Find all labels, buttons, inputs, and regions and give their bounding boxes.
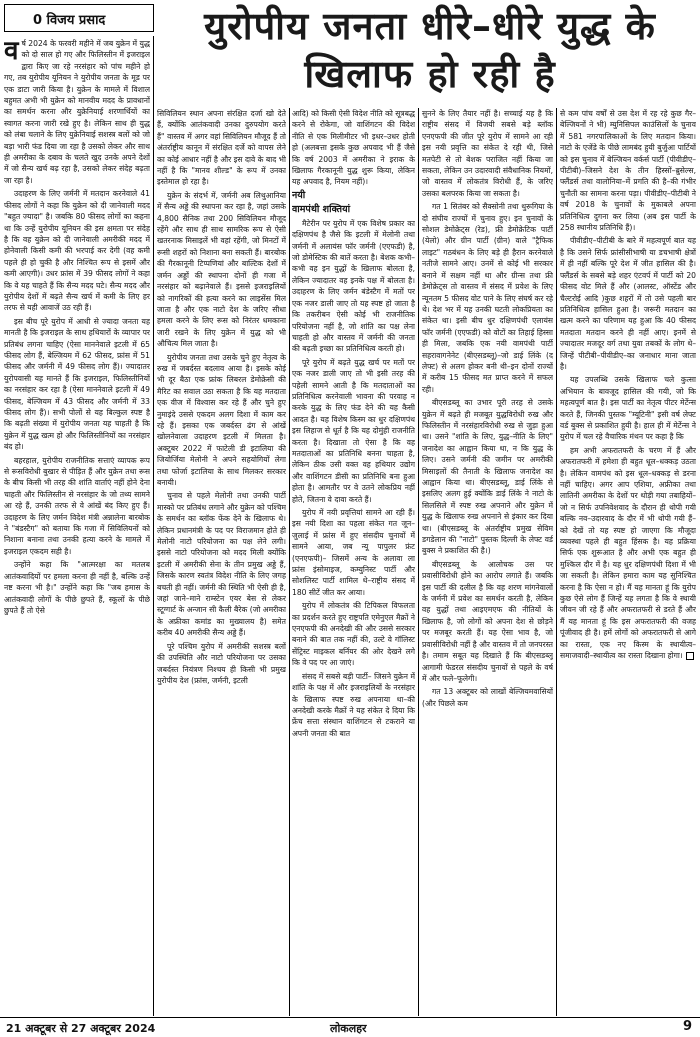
paragraph: बहरहाल, युरोपीय राजनीतिक सत्ताएं व्यापक रूप से रूसविरोधी बुखार से पीड़ित हैं और युक्रेन तथा रूस के बीच किसी भी तरह की शांति वार्ताएं नहीं होने देना चाहती और फिलिस्तीन से नरसंहार के जो तथ्य सामने आ रहे हैं, उनकी तरफ से वे आंखें बंद किए हुए हैं। उदाहरण के लिए जर्मन विदेश मंत्री अन्नालेना बारबोक ने "बंडस्टैग" को बताया कि गजा में सिविलियनों को निशाना बनाना तथा उनकी हत्या करने के मामले में इजराइल एकदम सही है। (4, 455, 150, 556)
page-number: 9 (682, 1019, 692, 1034)
column-rule (418, 108, 419, 1016)
column-rule (153, 36, 154, 1016)
paragraph: गत 13 अक्टूबर को लाखों बेल्जियमवासियों (और पिछले कम (422, 687, 553, 708)
paragraph: सिविलियन स्थान अपना संरक्षित दर्जा खो देते हैं, क्योंकि आतंकवादी उनका दुरुपयोग करते हैं" वास्तव में अगर वहां सिविलियन मौजूद हैं तो अंतर्राष्ट्रीय कानून में संरक्षित दर्जे को वापस लेने का कोई आधार नहीं है और इस दावे के बाद भी नहीं है कि "मानव शील्ड" के रूप में उनका इस्तेमाल हो रहा है। (157, 109, 286, 187)
paragraph: पूरे पश्चिम युरोप में अमरीकी सशस्त्र बलों की उपस्थिति और नाटो परियोजना पर उसका जबर्दस्त नियंत्रण निश्चय ही किसी भी प्रमुख युरोपीय देश (फ्रांस, जर्मनी, इटली (157, 641, 286, 685)
subheading-2: वामपंथी शक्तियां (292, 203, 351, 215)
paragraph: संसद में सबसे बड़ी पार्टी– जिसने युक्रेन में शांति के पक्ष में और इजराइलियों के नरसंहार के खिलाफ स्पष्ट रुख अपनाया था–की अनदेखी करके मैक्रों ने यह संकेत दे दिया कि फ्रेंच सत्ता संस्थान वाशिंगटन से टकराने या अपनी जनता की बात (292, 671, 415, 738)
article-column-1 (4, 38, 150, 1016)
paragraph: चुनाव से पहले मेलोनी तथा उनकी पार्टी मास्को पर प्रतिबंध लगाने और युक्रेन को पश्चिम के समर्थन का ब्लॉक फेंक देने के खिलाफ थे। लेकिन प्रधानमंत्री के पद पर विराजमान होते ही मेलोनी नाटो परियोजना का पक्ष लेने लगी। इससे नाटो परियोजना को मदद मिली क्योंकि इटली में अमरीकी सेना के तीन प्रमुख अड्डे हैं, जिसके कारण स्वतंत्र विदेश नीति के लिए जगह बचती ही नहीं। जर्मनी की स्थिति भी ऐसी ही है, जहां जाने–माने राम्स्टेन एयर बेस से लेकर स्टूग्गार्ट के अन्जान सी कैली बैरेक (जो अमरीका के अफ्रीका कमांड का मुख्यालय है) समेत करीब 40 अमरीकी सैन्य अड्डे हैं। (157, 491, 286, 638)
headline (160, 2, 700, 102)
article-column-5 (560, 108, 696, 1016)
headline-line-1: युरोपीय जनता धीरे–धीरे युद्ध के (204, 4, 656, 48)
paragraph: यह उपलब्धि उसके खिलाफ चले कुत्सा अभियान के बावजूद हासिल की गयी, जो कि महत्वपूर्ण बात है। इस पार्टी का नेतृत्व पीटर मेर्टेन्स करते हैं, जिनकी पुस्तक "म्यूटिनी" इसी वर्ष लेफ्ट वर्ड बुक्स से प्रकाशित हुयी है। हाल ही में मेर्टेन्स ने युरोप में चल रहे वैचारिक मंथन पर कहा है कि (560, 375, 696, 442)
paragraph: बीएसडब्लू का उभार पूरी तरह से उसके युक्रेन में बढ़ते ही मजबूत युद्धविरोधी रुख और फिलिस्तीन में नरसंहारविरोधी रुख से जुड़ा हुआ था। उसने "शांति के लिए, युद्ध–नीति के लिए" जनादेश का आह्वान किया था, न कि युद्ध के लिए। उसने जर्मनी की जमीन पर अमरीकी मिसाइलों की तैनाती के खिलाफ जनादेश का आह्वान किया था। बीएसडब्लू, डाई लिंके से इसलिए अलग हुई क्योंकि डाई लिंके ने नाटो के सिलसिले में स्पष्ट रुख अपनाने और युक्रेन में युद्ध के खिलाफ रुख अपनाने से इंकार कर दिया था। (बीएसडब्लू के अंतर्राष्ट्रीय प्रमुख सेविम डगडेलान की "नाटो" पुस्तक दिल्ली के लेफ्ट वर्ड बुक्स ने प्रकाशित की है।) (422, 398, 553, 556)
author-name: विजय प्रसाद (46, 13, 106, 28)
paragraph: युरोपीय जनता तथा उसके चुने हुए नेतृत्व के रुख में जबर्दस्त बदलाव आया है। इसके कोई भी दूर बैठा एक फ्रांक लिबरल डेमोक्रेसी की मैरिट का सवाल उठा सकता है कि यह मतदाता एक वीज में विश्वास कर रहे हैं और चुने हुए नुमाइंदे उससे एकदम अलग दिशा में काम कर रहे हैं। इसका एक जबर्दस्त ढंग से आंखें खोलनेवाला उदाहरण इटली में मिलता है। अक्टूबर 2022 में फाटेली डी इटालिया की जियोर्जिया मेलोनी ने अपने सहयोगियों लेगा तथा फोर्जा इटालिया के साथ मिलकर सरकार बनायी। (157, 352, 286, 487)
paragraph: पूरे युरोप में बढ़ते युद्ध खर्च पर मतों पर एक नजर डाली जाए तो भी इसी तरह की पहेली सामने आती है कि मतदाताओं का प्रतिनिधित्व करनेवाली भावना की परवाह न करके युद्ध के लिए फंड देने की यह कैसी आदत है। यह विशेष किस्म का धुर दक्षिणपंथ इस लिहाज से धूर्त है कि यह दोमुंही राजनीति करता है। दिखाता तो ऐसा है कि वह मतदाताओं का प्रतिनिधि बनना चाहता है, लेकिन ठीक उसी वक्त वह हथियार उद्योग और वाशिंगटन डीसी का प्रतिनिधि बना हुआ होता है। आमतौर पर वे उतने लोकप्रिय नहीं होते, जितना वे दावा करते हैं। (292, 357, 415, 504)
drop-cap: व (4, 38, 19, 66)
paragraph: उन्होंने कहा कि "आत्मरक्षा का मतलब आतंकवादियों पर हमला करना ही नहीं है, बल्कि उन्हें नष्ट करना भी है।" उन्होंने कहा कि "जब हमास के आतंकवादी लोगों के पीछे छुपते हैं, स्कूलों के पीछे छुपते हैं तो ऐसे (4, 560, 150, 615)
paragraph-text: हम अभी अफरातफरी के चरण में हैं और अफरातफरी में हमेशा ही बहुत धूल–धक्कड़ उठता है। लेकिन वामपंथ को इस धूल–धक्कड़ से डरना नहीं चाहिए। अगर आप एशिया, अफ्रीका तथा लातिनी अमरीका के देशों पर थोड़ी गया तबाहियों–जो न सिर्फ उपनिवेशवाद के दौरान ही थोपी गयी बल्कि नव–उदारवाद के दौर में भी थोपी गयी हैं– को देखें तो यह स्पष्ट हो जाएगा कि मौजूदा व्यवस्था पहले ही बहुत हिंसक है। यह प्रक्रिया सिर्फ एक शुरूआत है और अभी एक बहुत ही मुश्किल दौर में है। यह धुर दक्षिणपंथी दिशा में भी जा सकती है। लेकिन हमारा काम यह सुनिश्चित करना है कि ऐसा न हो। मैं यह मानता हूं कि युरोप कुछ ऐसे लोग हैं जिन्हें यह लगता है कि वे स्थायी जीवन जी रहे हैं और अफरातफरी से डरते हैं और मैं यह मानता हूं कि इस अफरातफरी की वजह पूंजीवाद ही है। हमें लोगों को अफरातफरी से आगे का रास्ता, एक नए किस्म के स्थायीत्व–समाजवादी–स्थायीत्व का रास्ता दिखाना होगा। (560, 445, 696, 661)
paragraph: से कम पांच वर्षों से उस देश में रह रहे कुछ गैर–बेल्जियनों ने भी) म्युनिसिपल काउंसिलों के चुनाव में 581 नगरपालिकाओं के लिए मतदान किया। नाटो के एजेंडे के पीछे लामबंद हुयी बुर्जुआ पार्टियों को इस चुनाव में बेल्जियन वर्कर्स पार्टी (पीवीडीए–पीटीबी)–जिसने देश के तीन हिस्सों–ब्रुसेल्स, फ्लैंडर्स तथा वालोनिया–में प्रगति की है–की गंभीर चुनौती का सामना करना पड़ा। पीवीडीए–पीटीबी ने वर्ष 2018 के चुनावों के मुकाबले अपना प्रतिनिधित्व दुगना कर लिया (अब इस पार्टी के 258 स्थानीय प्रतिनिधि हैं)। (560, 109, 696, 233)
article-column-4 (422, 108, 553, 1016)
end-mark-icon (686, 652, 694, 660)
column-rule (556, 108, 557, 1016)
column-rule (289, 108, 290, 1016)
footer-rule (0, 1017, 700, 1018)
paragraph (560, 445, 696, 662)
article-column-3 (292, 108, 415, 1016)
paragraph-text: र्ष 2024 के फरवरी महीने में जब युक्रेन में युद्ध को दो साल हो गए और फिलिस्तीन में इजराइल द्वारा किए जा रहे नरसंहार को पांच महीने हो गए, तब युरोपीय यूनियन ने युरोपीय जनता के मूड पर एक डाटा जारी किया है। युक्रेन के मामले में विशाल बहुमत अभी भी युक्रेन को मानवीय मदद के प्रावधानों का समर्थन करना और युक्रेनियाई शरणार्थियों का स्वागत करना जारी रखे हुए है। लेकिन साथ ही युद्ध को लंबा चलाने के लिए युक्रेनियाई सशस्त्र बलों को जो बड़ा भारी फंड दिया जा रहा है उसको लेकर और साथ ही अमरीका के दबाव के चलते खुद उनके अपने देशों में जो सैन्य खर्च बढ़ रहा है, उसको लेकर संदेह बढ़ता जा रहा है। (4, 39, 150, 185)
paragraph (4, 38, 150, 186)
subheading: नयी (292, 189, 306, 201)
byline (4, 4, 154, 32)
byline-bullet: 0 (33, 13, 47, 28)
paragraph: गत 1 सितंबर को सैक्सोनी तथा थुरूगिया के दो संघीय राज्यों में चुनाव हुए। इन चुनावों के सोशल डेमोक्रेट्स (रेड), फ्री डेमोक्रेटिक पार्टी (येलो) और ग्रीन पार्टी (ग्रीन) वाले "ट्रैफिक लाइट" गठबंधन के लिए बड़े ही हैरान करनेवाले नतीजे सामने आए। उनमें से कोई भी सरकार बनाने में सक्षम नहीं था और ग्रीन्स तथा फ्री डेमोक्रेट्स तो वास्तव में संसद में प्रवेश के लिए न्यूनतम 5 फीसद वोट पाने के लिए संघर्ष कर रहे थे। देश भर में यह उनकी घटती लोकप्रियता का संकेत था। इसी बीच धुर दक्षिणपंथी एलायंस फॉर जर्मनी (एएफडी) को वोटों का तिहाई हिस्सा ही मिला, जबकि एक नयी वामपंथी पार्टी सहरावागनेनेट (बीएसडब्लू)–जो डाई लिंके (द लेफ्ट) से अलग होकर बनी थी–इन दोनों राज्यों में करीब 15 फीसद मत प्राप्त करने में सफल रही। (422, 202, 553, 394)
paragraph: युरोप में लोकतंत्र की टिपिकल विफलता का प्रदर्शन करते हुए राष्ट्रपति एमेनुएल मैक्रों ने एनएफपी की अनदेखी की और उससे सरकार बनाने की बात तक नहीं की, उल्टे वे गॉलिस्ट सेंट्रिस्ट माइकल बर्नियर की ओर देखने लगे कि वे पद पर आ जाएं। (292, 601, 415, 668)
article-column-2 (157, 108, 286, 1016)
paragraph: बीएसडब्लू के आलोचक उस पर प्रवासीविरोधी होने का आरोप लगाते हैं। जबकि इस पार्टी की दलील है कि वह शरण मांगनेवालों के जर्मनी में प्रवेश का समर्थन करती है, लेकिन वह युद्धों तथा आइएमएफ की नीतियों के खिलाफ है, जो लोगों को अपना देश से छोड़ने पर मजबूर करती हैं। यह ऐसा भाव है, जो प्रवासीविरोधी नहीं है और वास्तव में तो जनपरस्त है। तमाम सबूत यह दिखाते हैं कि बीएसडब्लू आगामी फेडरल संसदीय चुनावों से पहले के वर्ष में और फले–फूलेगी। (422, 559, 553, 683)
page-footer (0, 1020, 700, 1037)
publication-name: लोकलहर (330, 1022, 367, 1035)
paragraph: सुनने के लिए तैयार नहीं है। सच्चाई यह है कि राष्ट्रीय संसद में विजयी सबसे बड़े ब्लॉक एनएफपी की जीत पूरे युरोप में सामने आ रही इस नयी प्रवृत्ति का संकेत दे रही थी, जिसे मतपेटी से तो बेशक पराजित नहीं किया जा सकता, लेकिन उन उदारवादी संवैधानिक नियमों, जो वास्तव में लोकतंत्र विरोधी हैं, के जरिए उसका बलपरक किया जा सकता है। (422, 109, 553, 198)
paragraph: युक्रेन के संदर्भ में, जर्मनी अब लिथुआनिया में सैन्य अड्डे की स्थापना कर रहा है, जहां उसके 4,800 सैनिक तथा 200 सिविलियन मौजूद रहेंगे और साथ ही साथ सामरिक रूप से ऐसी खतरनाक मिसाइलें भी वहां रहेंगी, जो मिनटों में रूसी शहरों को निशाना बना सकती हैं। बारबोक की गैरकानूनी टिप्पणियां और बाल्टिक देशों में जर्मन अड्डों की स्थापना दोनों ही गजा में नरसंहार को बढ़ानेवाले हैं। इससे इजराइलियों को नागरिकों की हत्या करने का लाइसेंस मिल जाता है और एक नाटो देश के जरिए सीधा हमला करने के लिए रूस को निरंतर धमकाना जारी रखने के लिए युक्रेन में युद्ध को भी औचित्य मिल जाता है। (157, 190, 286, 349)
paragraph: युरोप में नयी प्रवृत्तियां सामने आ रही हैं। इस नयी दिशा का पहला संकेत गत जून–जुलाई में फ्रांस में हुए संसदीय चुनावों में सामने आया, जब न्यू पापुलर फ्रंट (एनएफपी)– जिसमें अन्य के अलावा ला फ्रांस इंसोमाइज, कम्युनिस्ट पार्टी और सोशलिस्ट पार्टी शामिल थे–राष्ट्रीय संसद में 180 सीटें जीत कर आया। (292, 508, 415, 597)
issue-date: 21 अक्टूबर से 27 अक्टूबर 2024 (6, 1022, 156, 1035)
paragraph: इस बीच पूरे युरोप में आधी से ज्यादा जनता यह मानती है कि इजराइल के साथ हथियारों के व्यापार पर प्रतिबंध लगना चाहिए (ऐसा माननेवाले इटली में 65 फीसद लोग हैं, बेल्जियम में 62 फीसद, फ्रांस में 51 फीसद और जर्मनी में 49 फीसद लोग हैं)। ज्यादातर युरोपवासी यह मानते हैं कि इजराइल, फिलिस्तीनियों का नरसंहार कर रहा है (ऐसा माननेवाले इटली में 49 फीसद, बेल्जियम में 43 फीसद और जर्मनी में 33 फीसद लोग हैं)। सभी पोलों से यह बिल्कुल स्पष्ट है कि बढ़ती संख्या में युरोपीय जनता यह चाहती है कि युक्रेन में युद्ध खत्म हो और फिलिस्तीनियों का नरसंहार बंद हो। (4, 316, 150, 452)
paragraph: उदाहरण के लिए जर्मनी में मतदान करनेवाले 41 फीसद लोगों ने कहा कि युक्रेन को दी जानेवाली मदद "बहुत ज्यादा" है। जबकि 80 फीसद लोगों का कहना था कि उन्हें युरोपीय यूनियन की इस क्षमता पर संदेह है कि वह युक्रेन को दी जानेवाली अमरीकी मदद में होनेवाली किसी कमी की भरपाई कर देगी (वह कमी पहले ही हो चुकी है और निश्चित रूप से इसमें और कमी आएगी)। उधर फ्रांस में 39 फीसद लोगों ने कहा कि वे यह चाहते हैं कि सैन्य मदद घटे। सैन्य मदद और युरोपीय देशों में बढ़ते सैन्य खर्च में कमी के लिए हर तरफ से यही आवाजें उठ रही हैं। (4, 189, 150, 313)
paragraph: पीवीडीए–पीटीबी के बारे में महत्वपूर्ण बात यह है कि उसने सिर्फ फ्रांसीसीभाषी या डचभाषी क्षेत्रों में ही नहीं बल्कि पूरे देश में जीत हासिल की है। फ्लैंडर्स के सबसे बड़े शहर एंटवर्प में पार्टी को 20 फीसद वोट मिले हैं और (आलस्ट, ऑस्टेंड और चैल्टरोई आदि )कुछ शहरों में तो उसे पहली बार प्रतिनिधित्व हासिल हुआ है। जरूरी मतदान का खत्म करने का परिणाम यह हुआ कि 40 फीसद मतदाता मतदान करने ही नहीं आए। इनमें से ज्यादातर मजदूर वर्ग तथा युवा तबकों के लोग थे–जिन्हें पीटीबी–पीवीडीए–का जनाधार माना जाता है। (560, 236, 696, 371)
headline-line-2: खिलाफ हो रही है (304, 52, 556, 96)
paragraph: आदि) को किसी ऐसी विदेश नीति को सूत्रबद्ध करने से रोकेगा, जो वाशिंगटन की विदेश नीति से एक मिलीमीटर भी इधर–उधर होती हो (अलबत्ता इसके कुछ अपवाद भी हैं जैसे कि वर्ष 2003 में अमरीका ने इराक के खिलाफ गैरकानूनी युद्ध शुरू किया, लेकिन यह अपवाद है, नियम नहीं)। (292, 109, 415, 187)
paragraph: मैटेरीन पर युरोप में एक विशेष प्रकार का दक्षिणपंथ है जैसे कि इटली में मेलोनी तथा जर्मनी में अलायंस फॉर जर्मनी (एएफडी) है, जो डोमेस्टिक की बातें करता है। बेशक कभी–कभी वह इन युद्धों के खिलाफ बोलता है, लेकिन ज्यादातर वह इनके पक्ष में बोलता है। उदाहरण के लिए जर्मन बंडेस्टैग में मतों पर एक नजर डाली जाए तो यह स्पष्ट हो जाता है कि तकरीबन ऐसी कोई भी राजनीतिक परियोजना नहीं है, जो शांति का पक्ष लेना चाहती हो और वास्तव में जर्मनी की जनता की बढ़ती इच्छा का प्रतिनिधित्व करती हो। (292, 218, 415, 354)
